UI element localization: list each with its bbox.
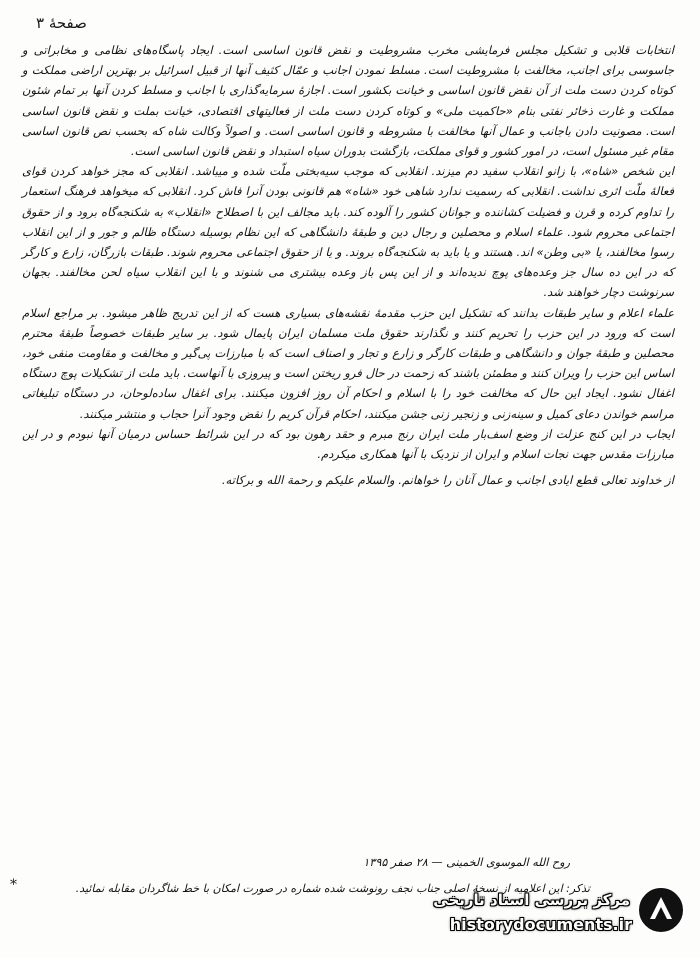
archive-url[interactable]: historydocuments.ir — [449, 915, 632, 934]
paragraph-4: ایجاب در این کنج عزلت از وضع اسف‌بار ملت ایران رنج مبرم و حقد رهون بود که در این شرائط حساس درمیان آنها نبودم و در این مبارزات مقدس جهت نجات اسلام و ایران از نزدیک با آنها همکاری میکردم. — [22, 426, 674, 462]
archive-logo-icon — [636, 885, 686, 935]
paragraph-1: انتخابات قلابی و تشکیل مجلس فرمایشی مخرب مشروطیت و نقض قانون اساسی است. ایجاد پاسگاه‌های نظامی و مخابراتی و جاسوسی برای اجانب، مخالفت با مشروطیت است. مسلط نمودن اجانب و عمّال کثیف آنها از قبیل اسرائیل بر بهترین اراضی مملکت و کوتاه کردن دست ملت از آن نقض قانون اساسی و خیانت بکشور است. اجازهٔ سرمایه‌گذاری با اجانب و مسلط کردن آنها بر تمام شئون مملکت و غارت ذخائر نفتی بنام «حاکمیت ملی» و کوتاه کردن دست ملت از فعالیتهای اقتصادی، خیانت بملت و نقض قانون اساسی است. مصونیت دادن باجانب و عمال آنها مخالفت با مشروطه و قانون اساسی است. و اصولاً وکالت شاه که بحسب نص قانون اساسی مقام غیر مسئول است، در امور کشور و قوای مملکت، بازگشت بدوران سیاه استبداد و نقض قانون اساسی است. — [22, 43, 674, 159]
footnote-text: تذکر: این اعلامیه از نسخهٔ اصلی جناب نجف رونوشت شده شماره در صورت امکان با خط شاگردان مقابله نمائید. — [75, 882, 590, 895]
archive-watermark — [392, 881, 692, 947]
page-number: صفحهٔ ۳ — [36, 14, 87, 32]
paragraph-2: این شخص «شاه»، با زانو انقلاب سفید دم میزند. انقلابی که موجب سیه‌بختی ملّت شده و میباشد. انقلابی که مجز خواهد کردن قوای فعالهٔ ملّت اثری نداشت. انقلابی که رسمیت ندارد شاهی خود «شاه» هم قانونی بودن آنرا فاش کرد. انقلابی که میخواهد فرهنگ استعمار را تداوم کرده و قرن و فضیلت کشاننده و جوانان کشور را آلوده کند. باید مجالف این با اصطلاح «انقلاب» به شکنجه‌گاه برود و از حقوق اجتماعی محروم شود. علماء اسلام و محصلین و رجال دین و طبقهٔ دانشگاهی که این نظام بوسیله دستگاه ظالم و جور و از این انقلاب رسوا مخالفند، یا «بی وطن» اند. هستند و یا باید به شکنجه‌گاه بروند. و یا از حقوق اجتماعی محروم شوند. طبقات بازرگان، زارع و کارگر که در این ده سال جز وعده‌های پوچ ندیده‌اند و از این پس باز وعده بیشتری می شنوند و با این انقلاب سیاه لحن مخالفند. بجهان سرنوشت دچار خواهند شد. — [22, 164, 675, 300]
signature-line: روح الله الموسوی الخمینی — ۲۸ صفر ۱۳۹۵ — [363, 856, 570, 869]
closing-paragraph: از خداوند تعالی قطع ایادی اجانب و عمال آنان را خواهانم. والسلام علیکم و رحمة الله و برکاته. — [221, 473, 674, 488]
footnote-mark: * — [10, 877, 17, 893]
letter-body — [22, 40, 674, 490]
paragraph-3: علماء اعلام و سایر طبقات بدانند که تشکیل این حزب مقدمهٔ نقشه‌های بسیاری هست که از این تدریج ظاهر میشود. بر مراجع اسلام است که ورود در این حزب را تحریم کنند و نگذارند حقوق ملت مسلمان ایران پایمال شود. بر سایر طبقات خصوصاً طبقهٔ محترم محصلین و طبقهٔ جوان و دانشگاهی و طبقات کارگر و زارع و تجار و اصناف است که با مبارزات پی‌گیر و مخالفت و مقاومت منفی خود، اساس این حزب را ویران کنند و مطمئن باشند که زحمت در حال فرو ریختن است و پیروزی با آنهاست. باید ملت از تشکیلات پوچ دستگاه اغفال نشود. ایجاد این حال که مخالفت خود را با اسلام و احکام آن روز افزون میکنند. برای اغفال ساده‌لوحان، در دستگاه تبلیغاتی مراسم خواندن دعای کمیل و سینه‌زنی و زنجیر زنی جشن میکنند، احکام قرآن کریم را نقض وجود آنرا حجاب و منتشر میکنند. — [22, 305, 674, 421]
archive-name: مرکز بررسی اسناد تاریخی — [433, 891, 630, 909]
